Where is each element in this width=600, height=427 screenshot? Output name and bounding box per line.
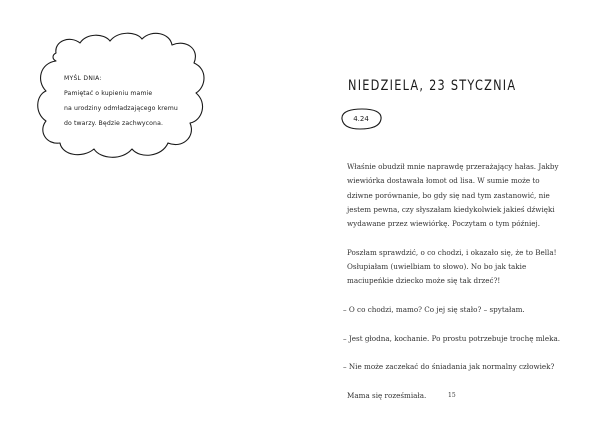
time-label: 4.24 [353, 115, 369, 123]
dialog-line: – Jest głodna, kochanie. Po prostu potrzebuje trochę mleka. [343, 333, 561, 343]
thought-line: Pamiętać o kupieniu mamie [64, 90, 153, 97]
thought-cloud-text [64, 71, 214, 131]
thought-line: do twarzy. Będzie zachwycona. [64, 120, 164, 127]
dialog-line: – O co chodzi, mamo? Co jej się stało? – spytałam. [343, 304, 525, 314]
thought-title: MYŚL DNIA: [64, 75, 102, 82]
paragraph: Poszłam sprawdzić, o co chodzi, i okazało się, że to Bella! Osłupiałam (uwielbiam to słowo). No bo jak takie maciupeńkie dziecko może się tak drzeć?! [347, 247, 557, 286]
diary-date-heading: NIEDZIELA, 23 STYCZNIA [348, 78, 517, 94]
diary-body [343, 160, 562, 417]
dialog-line: – Nie może zaczekać do śniadania jak normalny człowiek? [343, 362, 555, 372]
thought-cloud [36, 31, 210, 161]
time-badge [338, 107, 384, 131]
paragraph: Mama się roześmiała. [347, 390, 427, 400]
page-number: 15 [448, 392, 456, 399]
thought-line: na urodziny odmładzającego kremu [64, 105, 178, 112]
paragraph: Właśnie obudził mnie naprawdę przerażający hałas. Jakby wiewiórka dostawała łomot od lisa. W sumie może to dziwne porównanie, bo gdy się nad tym zastanowić, nie jestem pewna, czy słyszałam kiedykolwiek jakieś dźwięki wydawane przez wiewiórkę. Poczytam o tym później. [347, 162, 559, 229]
